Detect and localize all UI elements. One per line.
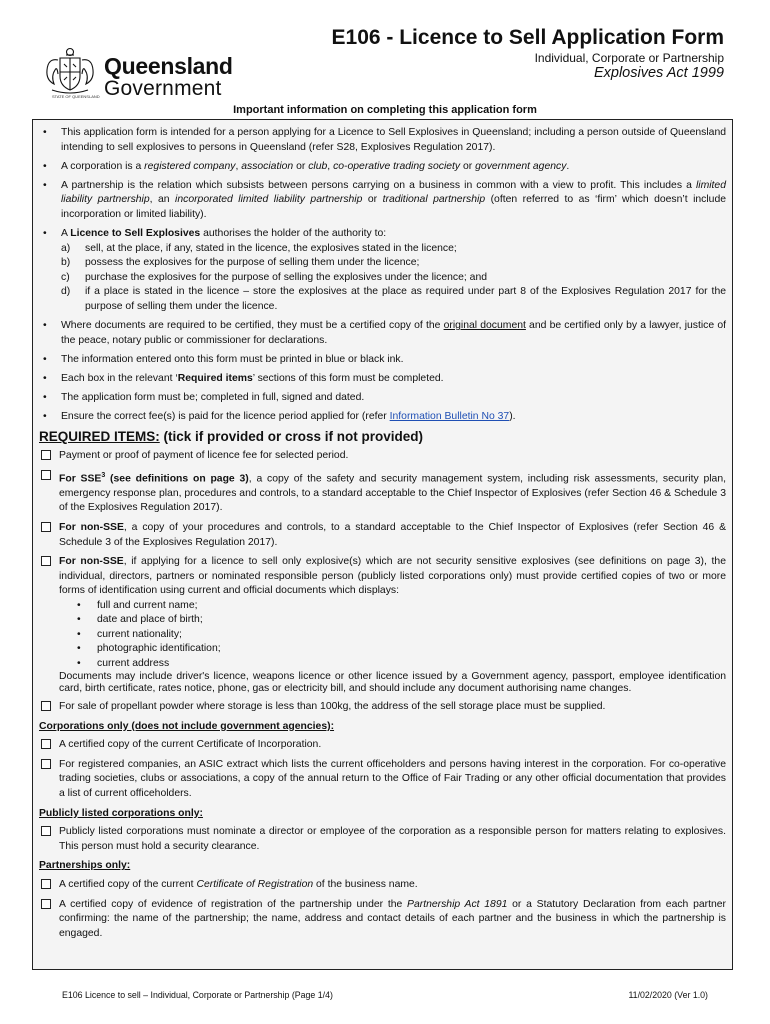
list-item: • current nationality; [77,628,726,642]
title-block [332,26,724,81]
queensland-government-logo [42,44,232,100]
list-item: • current address [77,657,726,671]
required-item-non-sse: For non-SSE, a copy of your procedures and controls, to a standard acceptable to the Chief Inspector of Explosives (refer Section 46 & Schedule 3 of the Explosives Regulation 2017). [39,521,726,550]
public-item-responsible-person: Publicly listed corporations must nominate a director or employee of the corporation as a responsible person for matters relating to explosives. This person must hold a security clearance. [39,825,726,854]
info-bullet-1: • This application form is intended for a person applying for a Licence to Sell Explosives in Queensland; including a person outside of Queensland intending to sell explosives to persons in Queensland (refer S28, Explosives Regulation 2017). [39,126,726,155]
information-content [39,126,726,946]
partnership-item-evidence: A certified copy of evidence of registration of the partnership under the Partnership Act 1891 or a Statutory Declaration from each partner confirming: the name of the partnership; the name, address and contact details of each partner and the business in which the partnership is engaged. [39,898,726,942]
act-name: Explosives Act 1999 [593,65,724,81]
info-heading: Important information on completing this application form [233,104,537,116]
asic-checkbox[interactable] [41,759,51,769]
wordmark [104,54,233,100]
info-bullet-6: • The information entered onto this form must be printed in blue or black ink. [39,353,726,368]
identification-checkbox[interactable] [41,556,51,566]
corporation-item-incorporation: A certified copy of the current Certificate of Incorporation. [39,738,726,753]
footer-document-info: E106 Licence to sell – Individual, Corporate or Partnership (Page 1/4) [62,990,333,1000]
authority-item: b) possess the explosives for the purpose of selling them under the licence; [61,257,420,269]
required-item-sse: For SSE$^3$ (see definitions on page 3), a copy of the safety and security management system, including risk assessments, security plan, emergency response plan, procedures and controls, to a standard acceptable to the Chief Inspector of Explosives (refer Section 46 & Schedule 3 of the Explosives Regulation 2017). [39,469,726,516]
required-item-propellant: For sale of propellant powder where storage is less than 100kg, the address of the sell storage place must be supplied. [39,700,726,715]
business-name-checkbox[interactable] [41,879,51,889]
partnership-item-registration: A certified copy of the current Certificate of Registration of the business name. [39,878,726,893]
incorporation-checkbox[interactable] [41,739,51,749]
info-bulletin-link[interactable]: Information Bulletin No 37 [389,411,510,423]
propellant-checkbox[interactable] [41,701,51,711]
authority-list [61,242,726,315]
info-bullet-3: • A partnership is the relation which subsists between persons carrying on a business in common with a view to profit. This includes a limited liability partnership, an incorporated limited liability partnership or traditional partnership (often referred to as ‘firm’ which doesn’t include incorporation or limited liability). [39,179,726,223]
corporation-item-asic: For registered companies, an ASIC extract which lists the current officeholders and persons having interest in the corporation. For co-operative trading societies, clubs or associations, a copy of the annual return to the Office of Fair Trading or any other official documentation that provides a list of current officeholders. [39,758,726,802]
required-items-heading: REQUIRED ITEMS: (tick if provided or cross if not provided) [39,429,424,445]
authority-item: a) sell, at the place, if any, stated in the licence, the explosives stated in the licence; [61,242,457,254]
partnership-evidence-checkbox[interactable] [41,899,51,909]
logo-line-1: Queensland [104,53,233,79]
corporations-heading: Corporations only (does not include government agencies): [39,720,335,732]
crest-caption: STATE OF QUEENSLAND [52,94,100,99]
responsible-person-checkbox[interactable] [41,826,51,836]
partnerships-heading: Partnerships only: [39,860,131,872]
fee-checkbox[interactable] [41,450,51,460]
info-bullet-9: • Ensure the correct fee(s) is paid for the licence period applied for (refer Information Bulletin No 37). [39,410,726,425]
coat-of-arms-icon [42,44,98,100]
public-corporations-heading: Publicly listed corporations only: [39,807,203,819]
info-bullet-7: • Each box in the relevant ‘Required items’ sections of this form must be completed. [39,372,726,387]
identification-list [59,599,726,671]
required-item-identification: For non-SSE, if applying for a licence to sell only explosive(s) which are not security sensitive explosives (see definitions on page 3), the individual, directors, partners or nominated responsible person (publicly listed corporations only) must provide certified copies of two or more forms of identification using current and official documents which displays: • full and current name; • date and place of birth; • current nationality; • photographic identification; • current address Documents may include driver's licence, weapons licence or other licence issued by a Government agency, passport, employee identification card, birth certificate, rates notice, phone, gas or electricity bill, and should include any document authorising name changes. [39,555,726,695]
page-title: E106 - Licence to Sell Application Form [331,26,724,49]
footer-version: 11/02/2020 (Ver 1.0) [628,990,708,1000]
list-item: • date and place of birth; [77,613,726,627]
page-subtitle: Individual, Corporate or Partnership [534,51,724,65]
list-item: • full and current name; [77,599,726,613]
info-bullet-4: • A Licence to Sell Explosives authorises the holder of the authority to: a) sell, at the place, if any, stated in the licence, the explosives stated in the licence; b) possess the explosives for the purpose of selling them under the licence; c) purchase the explosives for the purpose of selling the explosives under the licence; and d) if a place is stated in the licence – store the explosives at the place as required under part 8 of the Explosives Regulation 2017 for the purpose of selling them under the licence. [39,227,726,315]
required-item-fee: Payment or proof of payment of licence fee for selected period. [39,449,726,464]
info-bullet-8: • The application form must be; completed in full, signed and dated. [39,391,726,406]
authority-item: c) purchase the explosives for the purpose of selling the explosives under the licence; and [61,271,488,283]
logo-line-2: Government [104,77,222,100]
non-sse-checkbox[interactable] [41,522,51,532]
list-item: • photographic identification; [77,642,726,656]
information-box [32,119,733,970]
info-bullet-5: • Where documents are required to be certified, they must be a certified copy of the original document and be certified only by a lawyer, justice of the peace, notary public or commissioner for declarations. [39,319,726,348]
info-bullet-2: • A corporation is a registered company, association or club, co-operative trading society or government agency. [39,160,726,175]
documents-note: Documents may include driver's licence, weapons licence or other licence issued by a Government agency, passport, employee identification card, birth certificate, rates notice, phone, gas or electricity bill, and should include any document authorising name changes. [59,671,726,695]
sse-checkbox[interactable] [41,470,51,480]
authority-item: d) if a place is stated in the licence – store the explosives at the place as required under part 8 of the Explosives Regulation 2017 for the purpose of selling them under the licence. [61,286,726,313]
